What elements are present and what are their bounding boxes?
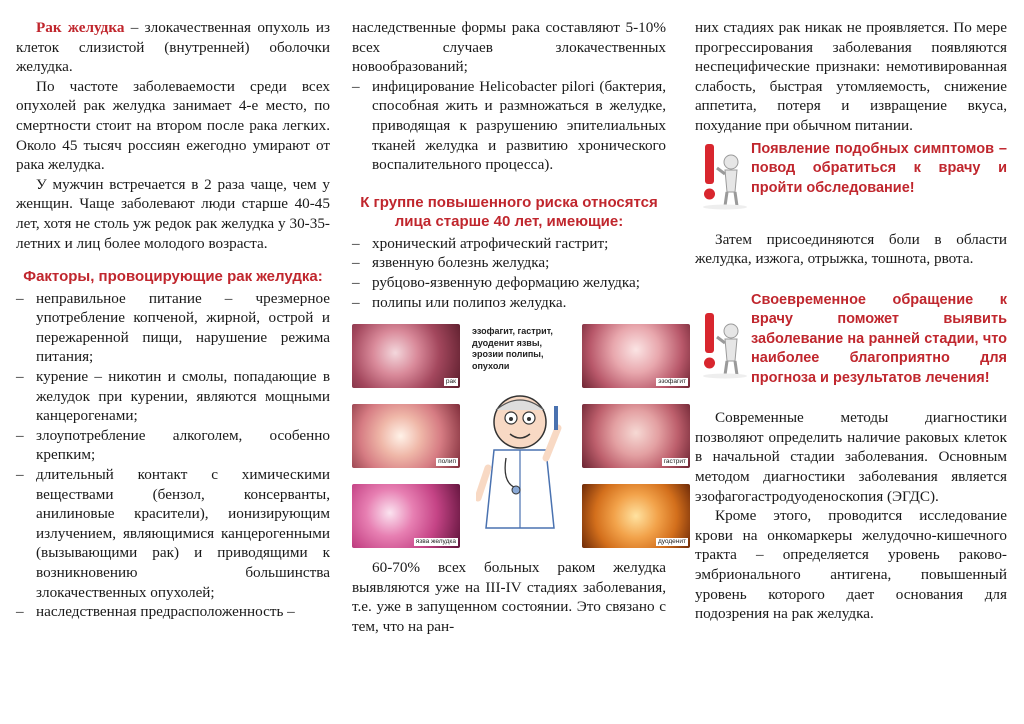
doctor-cartoon-icon [476, 388, 564, 538]
factors-list [16, 289, 330, 622]
pathology-list: эзофагит, гастрит, дуоденит язвы, эрозии полипы, опухоли [472, 326, 553, 371]
risk-item: – полипы или полипоз желудка. [352, 293, 666, 313]
factor-item: – злоупотребление алкоголем, особенно крепким; [16, 426, 330, 465]
photo-label: язва желудка [415, 538, 456, 546]
factor-item: – курение – никотин и смолы, попадающие в желудок при курении, являются мощными канцерогенами; [16, 367, 330, 426]
risk-item: – язвенную болезнь желудка; [352, 253, 666, 273]
stats-paragraph: По частоте заболеваемости среди всех опухолей рак желудка занимает 4-е место, по смертности стоит на втором после рака легких. Около 45 тысяч россиян ежегодно умирают от рака желудка. [16, 77, 330, 174]
intro-paragraph [16, 18, 330, 77]
callout-early-visit [695, 291, 1007, 389]
endoscopy-photo [352, 324, 460, 388]
intro-definition: – злокачественная опухоль из клеток слизистой (внутренней) оболочки желудка. [16, 19, 330, 76]
endoscopy-photos [352, 324, 686, 552]
gender-paragraph: У мужчин встречается в 2 раза чаще, чем у женщин. Чаще заболевают люди старше 40-45 лет, хотя не столь уж редок рак желудка у 30-35-летних и лиц более молодого возраста. [16, 175, 330, 252]
photo-label: эзофагит [658, 378, 686, 386]
endoscopy-photo [582, 484, 690, 548]
intro-term: Рак желудка [36, 19, 125, 36]
late-detection-paragraph: 60-70% всех больных раком желудка выявляются уже на III-IV стадиях заболевания, т.е. уже в запущенном состоянии. Это связано с тем, что на ран- [352, 559, 666, 635]
pain-paragraph: Затем присоединяются боли в области желудка, изжога, отрыжка, тошнота, рвота. [695, 230, 1007, 268]
factor-item: – длительный контакт с химическими веществами (бензол, консерванты, анилиновые красители), ионизирующим излучением, являющимися канцерогенными (вызывающими рак) и приводящими к возникновению большинства злокачественных опухолей; [16, 465, 330, 602]
callout-symptoms-text: Появление подобных симптомов – повод обратиться к врачу и пройти обследование! [751, 140, 1007, 196]
column-3 [695, 18, 1007, 624]
column-2 [352, 18, 686, 637]
factors-heading: Факторы, провоцирующие рак желудка: [23, 268, 323, 286]
risk-list [352, 234, 666, 312]
endoscopy-photo [582, 404, 690, 468]
photo-label: дуоденит [657, 538, 686, 546]
factor-item: – неправильное питание – чрезмерное употребление копченой, жирной, острой и пережаренной пищи, нарушение режима питания; [16, 289, 330, 367]
hereditary-continuation: наследственные формы рака составляют 5-10% всех случаев злокачественных новообразований; [352, 19, 666, 76]
photo-label: гастрит [663, 458, 686, 466]
diagnostics-paragraph: Современные методы диагностики позволяют определить наличие раковых клеток в начальной стадии заболевания. Основным методом диагностики заболевания является эзофагогастродуоденоскопия (ЭГДС). [695, 409, 1007, 505]
callout-early-visit-text: Своевременное обращение к врачу поможет выявить заболевание на ранней стадии, что наиболее благоприятно для прогноза и результатов лечения! [751, 291, 1007, 386]
risk-heading: К группе повышенного риска относятся лица старше 40 лет, имеющие: [360, 193, 658, 231]
endoscopy-photo [352, 404, 460, 468]
risk-item: – рубцово-язвенную деформацию желудка; [352, 273, 666, 293]
factor-item: – наследственная предрасположенность – [16, 602, 330, 622]
endoscopy-photo [352, 484, 460, 548]
blood-test-paragraph: Кроме этого, проводится исследование крови на онкомаркеры желудочно-кишечного тракта – определяется уровень раково-эмбрионального антигена, повышенный уровень которого дает основания для подозрения на рак желудка. [695, 507, 1007, 623]
photo-label: полип [438, 458, 456, 466]
exclamation-figure-icon [695, 309, 751, 379]
symptoms-paragraph: них стадиях рак никак не проявляется. По мере прогрессирования заболевания появляются неспецифические признаки: немотивированная слабость, быстрая утомляемость, снижение аппетита, потеря и извращение вкуса, похудание при обычном питании. [695, 19, 1007, 134]
helicobacter-list [352, 77, 666, 175]
helicobacter-item: – инфицирование Helicobacter pilori (бактерия, способная жить и размножаться в желудке, приводящая к разрушению эпителиальных тканей желудка и развитию хронического воспалительного процесса). [352, 77, 666, 175]
callout-symptoms [695, 140, 1007, 210]
photo-label: рак [445, 378, 456, 386]
risk-item: – хронический атрофический гастрит; [352, 234, 666, 254]
column-1 [16, 18, 330, 622]
endoscopy-photo [582, 324, 690, 388]
exclamation-figure-icon [695, 140, 751, 210]
